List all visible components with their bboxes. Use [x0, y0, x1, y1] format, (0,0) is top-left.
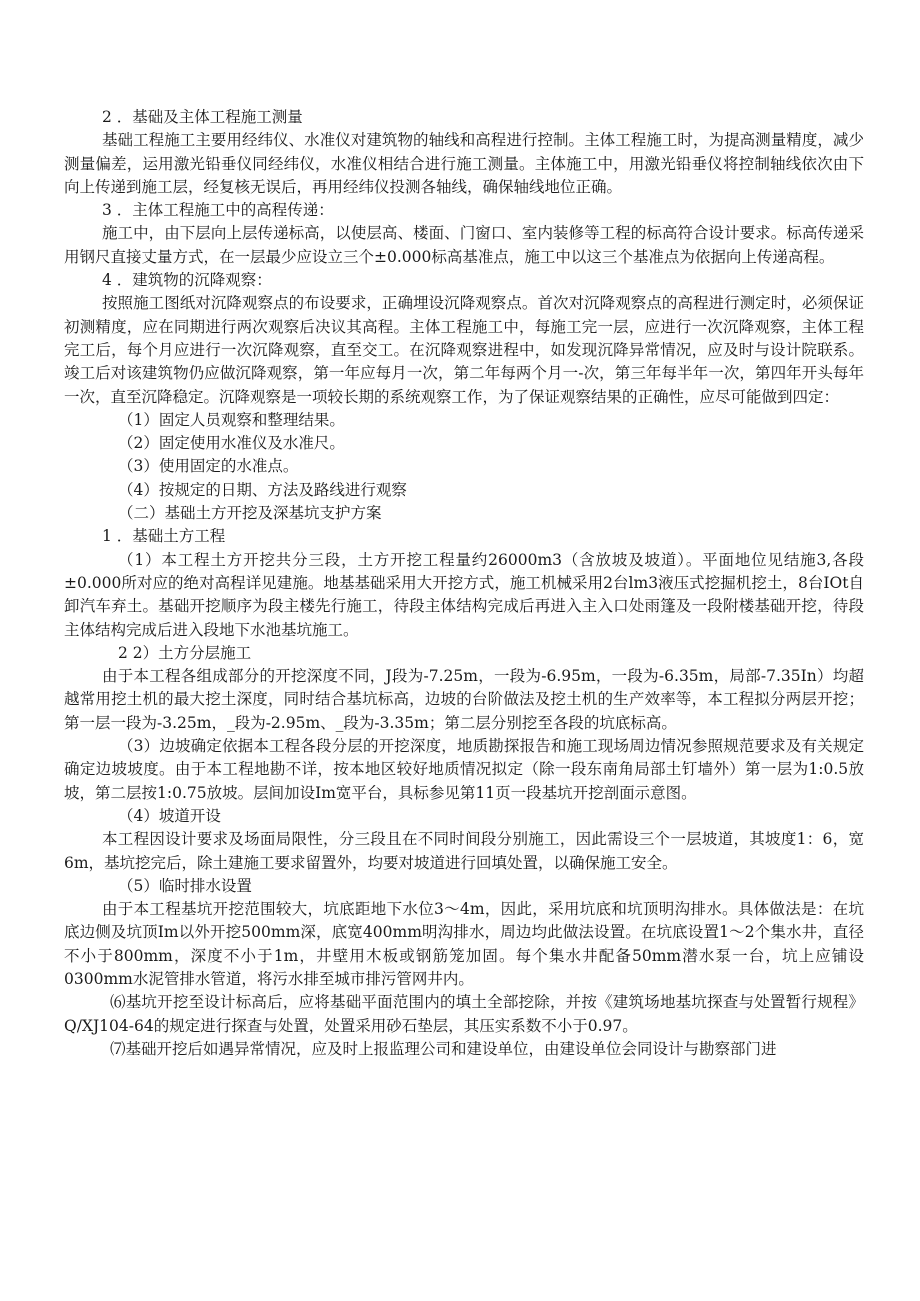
list-item: （3）使用固定的水准点。 [118, 457, 299, 476]
paragraph-anomaly: ⑺基础开挖后如遇异常情况，应及时上报监理公司和建设单位，由建设单位会同设计与勘察部门进 [110, 1039, 777, 1058]
paragraph-ramp: 本工程因设计要求及场面局限性，分三段且在不同时间段分别施工，因此需设三个一层坡道，其坡度1：6，宽6m，基坑挖完后，除土建施工要求留置外，均要对坡道进行回填处置，以确保施工安全。 [64, 830, 864, 872]
paragraph-elevation-transfer: 施工中，由下层向上层传递标高，以使层高、楼面、门窗口、室内装修等工程的标高符合设计要求。标高传递采用钢尺直接丈量方式，在一层最少应设立三个±0.000标高基准点，施工中以这三个基准点为依据向上传递高程。 [64, 224, 864, 266]
heading-ramp: （4）坡道开设 [118, 806, 221, 825]
heading-drainage: （5）临时排水设置 [118, 876, 252, 895]
list-item: （4）按规定的日期、方法及路线进行观察 [118, 480, 407, 499]
paragraph-layered-excavation: 由于本工程各组成部分的开挖深度不同，J段为-7.25m，一段为-6.95m，一段为-6.35m，局部-7.35In）均超越常用挖土机的最大挖土深度，同时结合基坑标高，边坡的台阶做法及挖土机的生产效率等，本工程拟分两层开挖；第一层一段为-3.25m，_段为-2.95m、_段为-3.35m；第二层分别挖至各段的坑底标高。 [64, 667, 864, 732]
heading-layered-excavation: 2 2）土方分层施工 [118, 643, 252, 662]
heading-surveying: 2 ．基础及主体工程施工测量 [102, 108, 303, 126]
paragraph-settlement: 按照施工图纸对沉降观察点的布设要求，正确埋设沉降观察点。首次对沉降观察点的高程进行测定时，必须保证初测精度，应在同期进行两次观察后决议其高程。主体工程施工中，每施工完一层，应进行一次沉降观察，主体工程完工后，每个月应进行一次沉降观察，直至交工。在沉降观察进程中，如发现沉降异常情况，应及时与设计院联系。竣工后对该建筑物仍应做沉降观察，第一年应每月一次，第二年每两个月一-次，第三年每半年一次，第四年开头每年一次，直至沉降稳定。沉降观察是一项较长期的系统观察工作，为了保证观察结果的正确性，应尽可能做到四定： [64, 294, 864, 406]
paragraph-inspection: ⑹基坑开挖至设计标高后，应将基础平面范围内的填土全部挖除，并按《建筑场地基坑探查与处置暂行规程》Q/XJ104-64的规定进行探查与处置，处置采用砂石垫层，其压实系数不小于0.97。 [64, 993, 864, 1035]
paragraph-slope: （3）边坡确定依据本工程各段分层的开挖深度，地质勘探报告和施工现场周边情况参照规范要求及有关规定确定边坡坡度。由于本工程地勘不详，按本地区较好地质情况拟定（除一段东南角局部土钉墙外）第一层为1:0.5放坡，第二层按1:0.75放坡。层间加设Im宽平台，具标参见第11页一段基坑开挖剖面示意图。 [64, 737, 864, 802]
list-item: （1）固定人员观察和整理结果。 [118, 410, 345, 429]
list-item: （2）固定使用水准仪及水准尺。 [118, 434, 345, 453]
heading-elevation-transfer: 3 ．主体工程施工中的高程传递： [102, 201, 334, 220]
heading-settlement: 4 ．建筑物的沉降观察： [102, 271, 272, 290]
document-page [64, 106, 864, 1061]
paragraph-earthwork: （1）本工程土方开挖共分三段，土方开挖工程量约26000m3（含放坡及坡道）。平面地位见结施3,各段±0.000所对应的绝对高程详见建施。地基基础采用大开挖方式，施工机械采用2台lm3液压式挖掘机挖土，8台IOt自卸汽车弃土。基础开挖顺序为段主楼先行施工，待段主体结构完成后再进入主入口处雨篷及一段附楼基础开挖，待段主体结构完成后进入段地下水池基坑施工。 [64, 550, 864, 639]
heading-excavation-plan: （二）基础土方开挖及深基坑支护方案 [118, 504, 382, 523]
paragraph-surveying: 基础工程施工主要用经纬仪、水准仪对建筑物的轴线和高程进行控制。主体工程施工时，为提高测量精度，减少测量偏差，运用激光铅垂仪同经纬仪，水准仪相结合进行施工测量。主体施工中，用激光铅垂仪将控制轴线依次由下向上传递到施工层，经复核无误后，再用经纬仪投测各轴线，确保轴线地位正确。 [64, 131, 864, 196]
heading-earthwork: 1 ．基础土方工程 [102, 527, 226, 546]
paragraph-drainage: 由于本工程基坑开挖范围较大，坑底距地下水位3～4m，因此，采用坑底和坑顶明沟排水。具体做法是：在坑底边侧及坑顶Im以外开挖500mm深，底宽400mm明沟排水，周边均此做法设置。在坑底设置1～2个集水井，直径不小于800mm，深度不小于1m，井壁用木板或钢筋笼加固。每个集水井配备50mm潜水泵一台，坑上应铺设0300mm水泥管排水管道，将污水排至城市排污管网井内。 [64, 900, 864, 988]
